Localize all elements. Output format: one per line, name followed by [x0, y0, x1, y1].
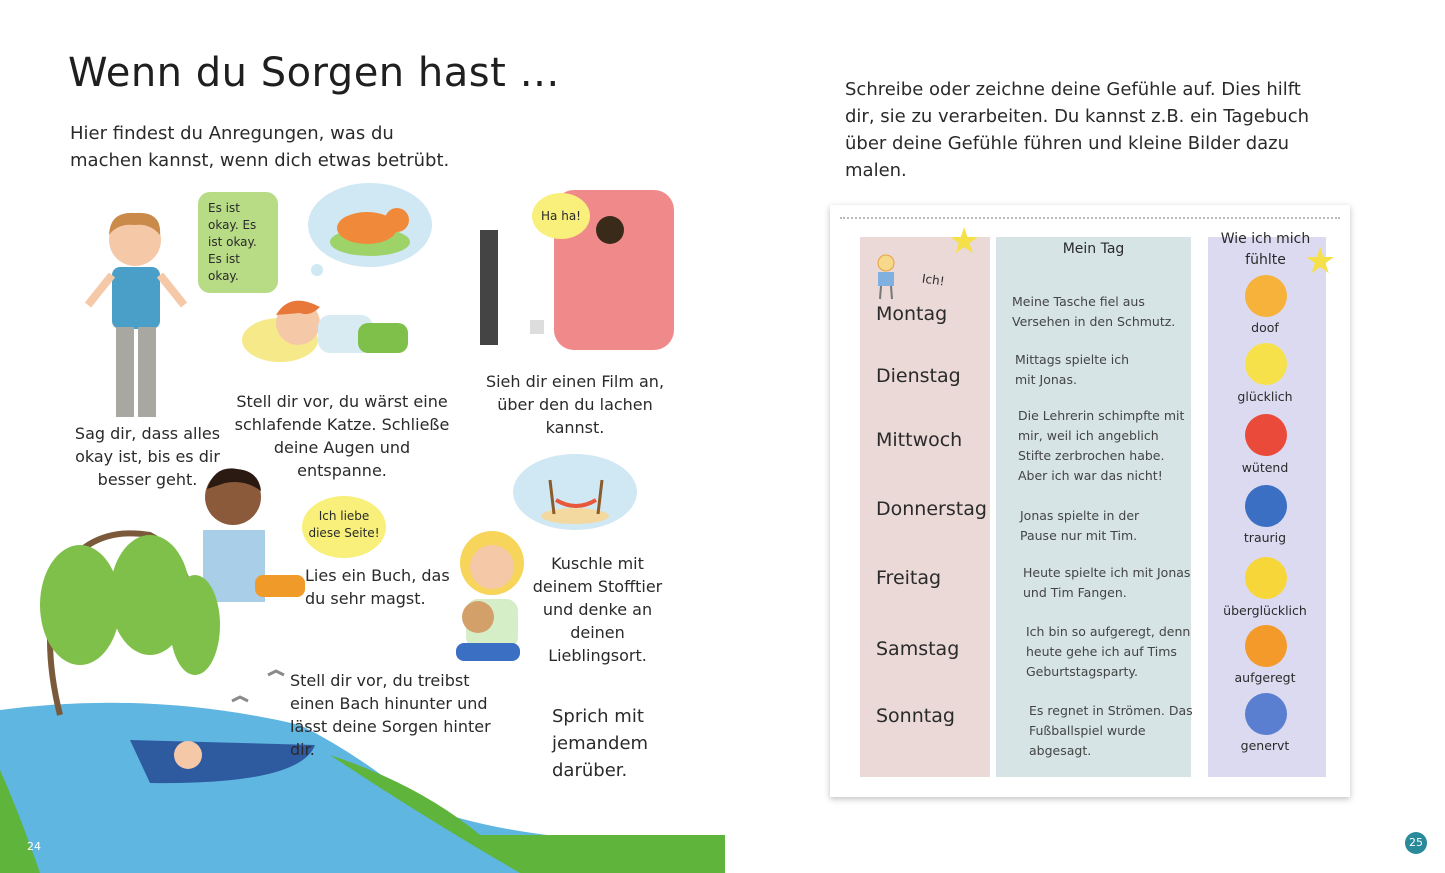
day-label: Donnerstag — [876, 498, 987, 520]
diary-entry: Heute spielte ich mit Jonas und Tim Fangen. — [1023, 565, 1191, 600]
right-intro-text: Schreibe oder zeichne deine Gefühle auf. Dies hilft dir, sie zu verarbeiten. Du kannst z.B. ein Tagebuch über deine Gefühle führen und kleine Bilder dazu malen. — [845, 79, 1310, 181]
feeling-label: glücklich — [1237, 389, 1293, 404]
intro-text: Hier findest du Anregungen, was du machen kannst, wenn dich etwas betrübt. — [70, 123, 450, 171]
face-icon-aufgeregt — [1245, 625, 1287, 667]
caption-book: Lies ein Buch, das du sehr magst. — [305, 566, 450, 608]
caption-toy: Kuschle mit deinem Stofftier und denke an deinen Lieblingsort. — [532, 554, 663, 665]
diary-entry: Meine Tasche fiel aus Versehen in den Schmutz. — [1012, 294, 1176, 329]
feeling-column-header: Wie ich mich fühlte — [1220, 231, 1311, 268]
feelings-diary — [830, 205, 1350, 797]
diary-entry: Es regnet in Strömen. Das Fußballspiel wurde abgesagt. — [1029, 703, 1193, 758]
diary-spiral-edge — [840, 205, 1340, 219]
feeling-label: genervt — [1240, 738, 1290, 753]
feeling-label: wütend — [1241, 460, 1289, 475]
speech-bubble-okay: Es ist okay. Es ist okay. Es ist okay. — [198, 192, 278, 293]
speech-bubble-book: Ich liebe diese Seite! — [302, 496, 386, 558]
caption-river: Stell dir vor, du treibst einen Bach hinunter und lässt deine Sorgen hinter dir. — [290, 671, 491, 759]
feeling-label: überglücklich — [1223, 603, 1307, 618]
face-icon-genervt — [1245, 693, 1287, 735]
day-label: Samstag — [876, 638, 960, 660]
day-label: Freitag — [876, 567, 942, 589]
face-icon-doof — [1245, 275, 1287, 317]
diary-entry: Ich bin so aufgeregt, denn heute gehe ich auf Tims Geburtstagsparty. — [1026, 624, 1191, 679]
star-icon-right: ★ — [1304, 241, 1337, 282]
day-label: Mittwoch — [876, 429, 963, 451]
star-icon-left: ★ — [948, 221, 981, 262]
diary-entry: Mittags spielte ich mit Jonas. — [1015, 352, 1130, 387]
face-icon-gluecklich — [1245, 343, 1287, 385]
meditating-boy-illustration — [80, 205, 200, 435]
feeling-label: aufgeregt — [1234, 670, 1296, 685]
sleeping-girl-illustration — [240, 285, 415, 375]
caption-talk: Sprich mit jemandem darüber. — [552, 706, 649, 781]
feeling-label: traurig — [1243, 530, 1287, 545]
speech-bubble-haha: Ha ha! — [532, 193, 590, 239]
entry-column-header: Mein Tag — [1062, 241, 1125, 257]
page-number-left: 24 — [27, 840, 41, 853]
page-number-right: 25 — [1409, 836, 1423, 849]
day-label: Montag — [876, 303, 948, 325]
caption-cat: Stell dir vor, du wärst eine schlafende Katze. Schließe deine Augen und entspanne. — [234, 392, 450, 480]
page-number-badge — [1405, 832, 1427, 854]
day-label: Sonntag — [876, 705, 955, 727]
feeling-label: doof — [1251, 320, 1279, 335]
caption-film: Sieh dir einen Film an, über den du lachen kannst. — [485, 372, 665, 437]
diary-entry: Jonas spielte in der Pause nur mit Tim. — [1020, 508, 1140, 543]
face-icon-ueberglücklich — [1245, 557, 1287, 599]
diary-entry: Die Lehrerin schimpfte mit mir, weil ich angeblich Stifte zerbrochen habe. Aber ich war das nicht! — [1018, 408, 1185, 483]
ich-stick-figure-icon — [872, 253, 912, 303]
face-icon-traurig — [1245, 485, 1287, 527]
cat-thought-illustration — [305, 180, 445, 280]
caption-okay: Sag dir, dass alles okay ist, bis es dir besser geht. — [74, 424, 221, 489]
ich-label: Ich! — [921, 271, 946, 289]
day-label: Dienstag — [876, 365, 961, 387]
face-icon-wuetend — [1245, 414, 1287, 456]
page-title: Wenn du Sorgen hast … — [68, 50, 560, 96]
